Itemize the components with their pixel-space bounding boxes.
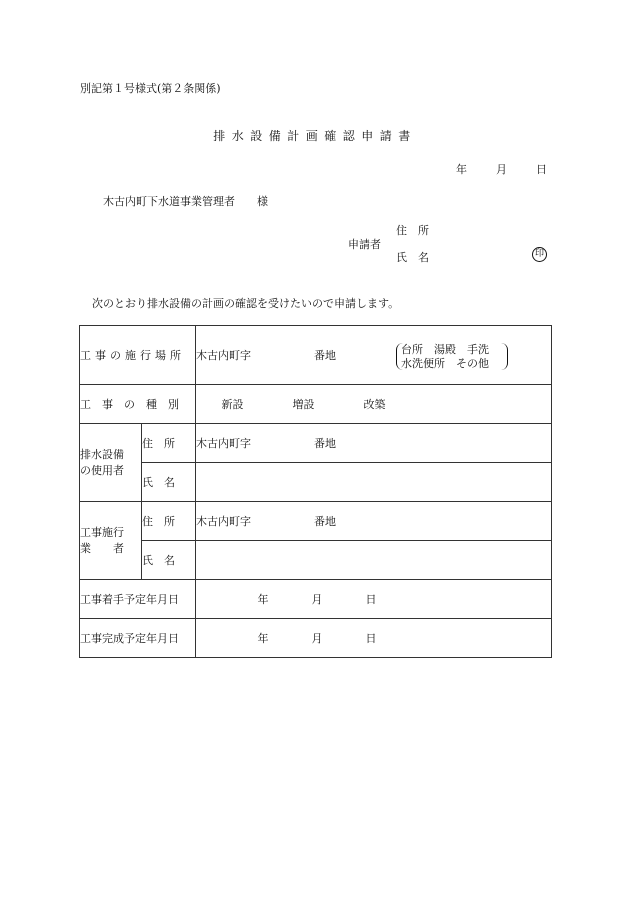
construction-type-options [196, 385, 552, 424]
user-address-value[interactable] [196, 424, 552, 463]
row-start-date [80, 580, 552, 619]
applicant-label: 申請者 [348, 238, 381, 251]
start-date-label: 工事着手予定年月日 [80, 580, 196, 619]
user-name-value[interactable] [196, 463, 552, 502]
type-rebuild[interactable]: 改築 [363, 398, 386, 411]
form-number: 別記第１号様式(第２条関係) [80, 82, 221, 95]
row-finish-date [80, 619, 552, 658]
contractor-name-value[interactable] [196, 541, 552, 580]
facility-options-line1: 台所 湯殿 手洗 [401, 343, 489, 356]
finish-month-label: 月 [311, 632, 323, 645]
finish-year-label: 年 [257, 632, 269, 645]
site-town: 木古内町字 [196, 349, 251, 362]
user-name-label: 氏 名 [142, 463, 196, 502]
construction-site-label: 工事の施行場所 [80, 326, 196, 385]
type-addition[interactable]: 増設 [292, 398, 315, 411]
contractor-banchi: 番地 [314, 515, 336, 528]
date-month-label: 月 [496, 163, 507, 176]
site-banchi: 番地 [314, 349, 336, 362]
type-new[interactable]: 新設 [221, 398, 244, 411]
contractor-name-label: 氏 名 [142, 541, 196, 580]
seal-mark: 印 [532, 247, 547, 262]
user-banchi: 番地 [314, 437, 336, 450]
applicant-name-label: 氏 名 [396, 251, 429, 264]
facility-user-label: 排水設備 の使用者 [80, 424, 142, 502]
start-date-value[interactable] [196, 580, 552, 619]
start-month-label: 月 [311, 593, 323, 606]
date-year-label: 年 [456, 163, 467, 176]
user-town: 木古内町字 [196, 437, 251, 450]
finish-day-label: 日 [365, 632, 377, 645]
contractor-address-label: 住 所 [142, 502, 196, 541]
date-day-label: 日 [536, 163, 547, 176]
document-title: 排水設備計画確認申請書 [213, 129, 417, 143]
facility-options [396, 343, 508, 370]
finish-date-label: 工事完成予定年月日 [80, 619, 196, 658]
application-table [79, 325, 552, 658]
addressee: 木古内町下水道事業管理者 様 [103, 195, 268, 208]
finish-date-value[interactable] [196, 619, 552, 658]
application-date [456, 161, 547, 177]
contractor-town: 木古内町字 [196, 515, 251, 528]
applicant-address-label: 住 所 [396, 224, 429, 237]
row-contractor-name [80, 541, 552, 580]
row-construction-type [80, 385, 552, 424]
facility-options-line2: 水洗便所 その他 [401, 356, 489, 370]
application-statement: 次のとおり排水設備の計画の確認を受けたいので申請します。 [92, 297, 400, 310]
contractor-label: 工事施行 業 者 [80, 502, 142, 580]
user-address-label: 住 所 [142, 424, 196, 463]
construction-type-label: 工事の種別 [80, 385, 196, 424]
row-user-name [80, 463, 552, 502]
contractor-address-value[interactable] [196, 502, 552, 541]
row-construction-site [80, 326, 552, 385]
start-year-label: 年 [257, 593, 269, 606]
start-day-label: 日 [365, 593, 377, 606]
construction-site-value[interactable] [196, 326, 552, 385]
row-user-address [80, 424, 552, 463]
row-contractor-address [80, 502, 552, 541]
